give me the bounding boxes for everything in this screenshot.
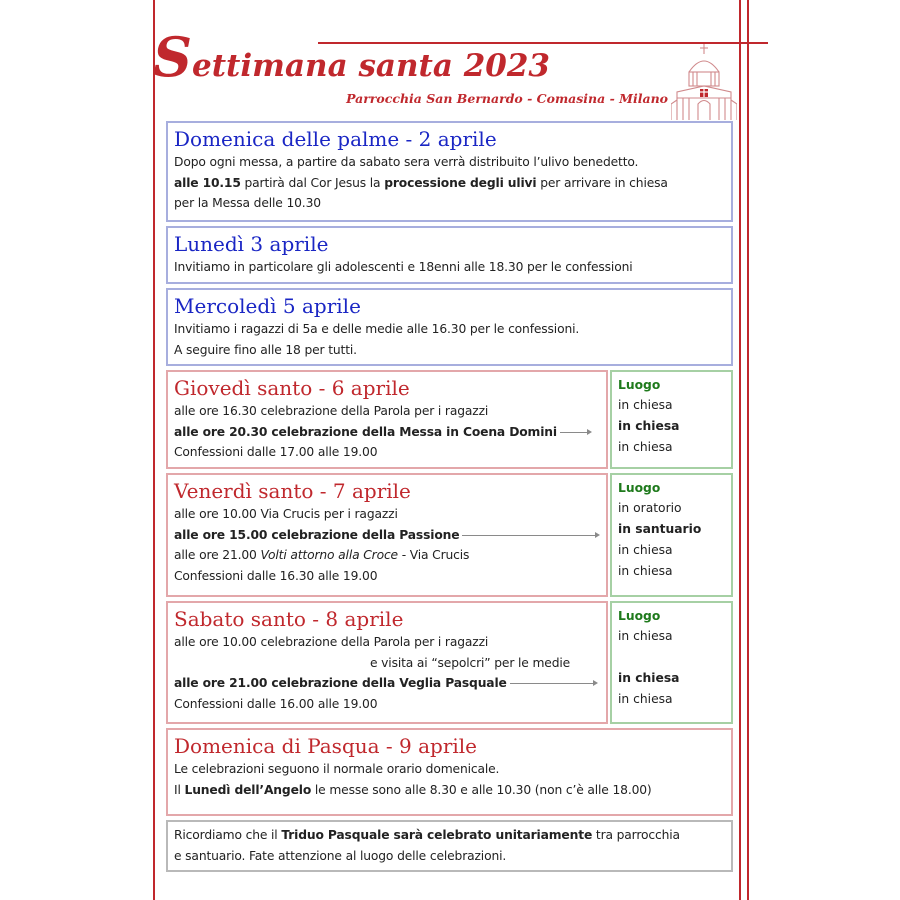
section-heading: Domenica di Pasqua - 9 aprile bbox=[174, 734, 478, 758]
place-item: in chiesa bbox=[618, 543, 673, 557]
page-title: Settimana santa 2023 bbox=[153, 25, 550, 89]
text-line: Ricordiamo che il Triduo Pasquale sarà celebrato unitariamente tra parrocchia bbox=[174, 828, 680, 842]
right-border-line-outer bbox=[747, 0, 749, 900]
left-border-line bbox=[153, 0, 155, 900]
place-spacer bbox=[618, 647, 725, 668]
text-line: alle ore 20.30 celebrazione della Messa in Coena Domini bbox=[174, 422, 600, 443]
section-sabato bbox=[166, 601, 608, 724]
section-heading: Domenica delle palme - 2 aprile bbox=[174, 127, 497, 151]
section-heading: Mercoledì 5 aprile bbox=[174, 294, 361, 318]
text-line: Confessioni dalle 16.00 alle 19.00 bbox=[174, 696, 378, 711]
section-nota bbox=[166, 820, 733, 872]
text-line: Il Lunedì dell’Angelo le messe sono alle 8.30 e alle 10.30 (non c’è alle 18.00) bbox=[174, 782, 652, 797]
text-line: e santuario. Fate attenzione al luogo delle celebrazioni. bbox=[174, 848, 507, 863]
place-item: in chiesa bbox=[618, 564, 673, 578]
text-line: alle ore 21.00 Volti attorno alla Croce - Via Crucis bbox=[174, 548, 470, 562]
place-item: in santuario bbox=[618, 522, 702, 536]
luogo-venerdi bbox=[610, 473, 733, 597]
luogo-label: Luogo bbox=[618, 378, 661, 392]
text-line: Le celebrazioni seguono il normale orario domenicale. bbox=[174, 762, 500, 776]
luogo-label: Luogo bbox=[618, 481, 661, 495]
text-line: Dopo ogni messa, a partire da sabato sera verrà distribuito l’ulivo benedetto. bbox=[174, 155, 639, 169]
arrow-icon bbox=[560, 432, 588, 433]
text-line: A seguire fino alle 18 per tutti. bbox=[174, 342, 357, 357]
church-icon bbox=[671, 42, 737, 120]
text-line: Invitiamo i ragazzi di 5a e delle medie alle 16.30 per le confessioni. bbox=[174, 322, 580, 336]
section-venerdi bbox=[166, 473, 608, 597]
section-giovedi bbox=[166, 370, 608, 469]
text-line: Confessioni dalle 16.30 alle 19.00 bbox=[174, 568, 378, 583]
place-item: in chiesa bbox=[618, 629, 673, 643]
text-line: alle ore 21.00 celebrazione della Veglia Pasquale bbox=[174, 673, 600, 694]
arrow-icon bbox=[510, 683, 594, 684]
luogo-sabato bbox=[610, 601, 733, 724]
parish-subtitle: Parrocchia San Bernardo - Comasina - Milano bbox=[346, 91, 668, 106]
place-item: in chiesa bbox=[618, 419, 680, 433]
text-line: alle ore 10.00 celebrazione della Parola per i ragazzi bbox=[174, 635, 489, 649]
right-border-line-inner bbox=[739, 0, 741, 900]
text-line: alle ore 15.00 celebrazione della Passione bbox=[174, 525, 600, 546]
section-heading: Giovedì santo - 6 aprile bbox=[174, 376, 410, 400]
text-line: e visita ai “sepolcri” per le medie bbox=[370, 655, 571, 670]
place-item: in chiesa bbox=[618, 671, 680, 685]
place-item: in oratorio bbox=[618, 501, 682, 515]
text-line: alle ore 16.30 celebrazione della Parola per i ragazzi bbox=[174, 404, 489, 418]
section-heading: Venerdì santo - 7 aprile bbox=[174, 479, 411, 503]
section-heading: Sabato santo - 8 aprile bbox=[174, 607, 404, 631]
text-line: per la Messa delle 10.30 bbox=[174, 196, 321, 210]
arrow-icon bbox=[462, 535, 596, 536]
text-line: Invitiamo in particolare gli adolescenti e 18enni alle 18.30 per le confessioni bbox=[174, 260, 633, 274]
section-palme bbox=[166, 121, 733, 222]
place-item: in chiesa bbox=[618, 440, 673, 454]
section-mercoledi bbox=[166, 288, 733, 366]
luogo-label: Luogo bbox=[618, 609, 661, 623]
text-line: alle 10.15 partirà dal Cor Jesus la processione degli ulivi per arrivare in chiesa bbox=[174, 175, 668, 190]
section-lunedi bbox=[166, 226, 733, 284]
luogo-giovedi bbox=[610, 370, 733, 469]
text-line: alle ore 10.00 Via Crucis per i ragazzi bbox=[174, 507, 398, 521]
place-item: in chiesa bbox=[618, 692, 673, 706]
place-item: in chiesa bbox=[618, 398, 673, 412]
text-line: Confessioni dalle 17.00 alle 19.00 bbox=[174, 445, 378, 459]
section-heading: Lunedì 3 aprile bbox=[174, 232, 329, 256]
section-pasqua bbox=[166, 728, 733, 816]
